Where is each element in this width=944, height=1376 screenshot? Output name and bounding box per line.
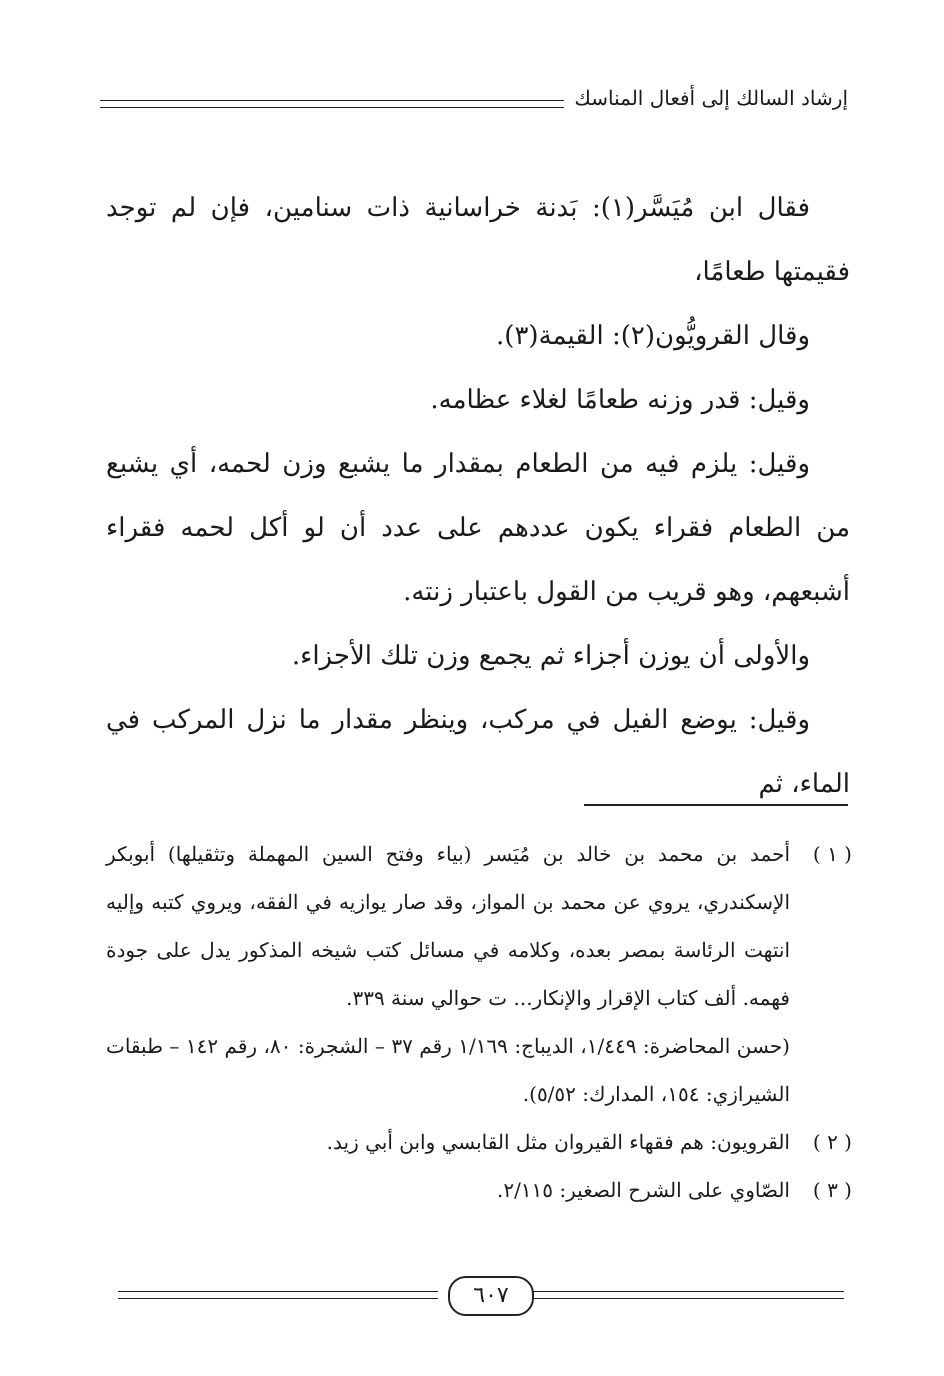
header-title: إرشاد السالك إلى أفعال المناسك bbox=[564, 86, 848, 110]
main-text bbox=[106, 176, 850, 816]
footnote-2 bbox=[106, 1118, 852, 1166]
page-number: ٦٠٧ bbox=[448, 1276, 534, 1316]
paragraph-parts: والأولى أن يوزن أجزاء ثم يجمع وزن تلك الأجزاء. bbox=[291, 641, 810, 671]
footnote-text: أحمد بن محمد بن خالد بن مُيَسر (بياء وفتح السين المهملة وتثقيلها) أبوبكر الإسكندري، يروي عن محمد بن المواز، وقد صار يوازيه في الفقه، ويروي كتبه وإليه انتهت الرئاسة بمصر بعده، وكلامه في مسائل كتب شيخه المذكور يدل على جودة فهمه. ألف كتاب الإقرار والإنكار... ت حوالي سنة ٣٣٩. bbox=[106, 842, 790, 1010]
footnote-separator bbox=[584, 804, 848, 806]
footnote-1 bbox=[106, 830, 852, 1022]
running-header bbox=[100, 84, 848, 120]
footer-rule-right bbox=[524, 1291, 844, 1299]
footnote-text: القرويون: هم فقهاء القيروان مثل القابسي وابن أبي زيد. bbox=[326, 1130, 790, 1154]
footnote-number: ( ١ ) bbox=[812, 842, 852, 866]
paragraph-elephant-boat: وقيل: يوضع الفيل في مركب، وينظر مقدار ما نزل المركب في الماء، ثم bbox=[106, 705, 850, 799]
footer-rule-left bbox=[118, 1291, 438, 1299]
paragraph-ibn-muyassar: فقال ابن مُيَسَّر(١): بَدنة خراسانية ذات سنامين، فإن لم توجد فقيمتها طعامًا، bbox=[106, 193, 850, 287]
paragraph-weight: وقيل: قدر وزنه طعامًا لغلاء عظامه. bbox=[430, 385, 810, 415]
footnote-1-sources: (حسن المحاضرة: ١/٤٤٩، الديباج: ١/١٦٩ رقم ٣٧ – الشجرة: ٨٠، رقم ١٤٢ – طبقات الشيرازي: ١٥٤، المدارك: ٥/٥٢). bbox=[106, 1034, 790, 1106]
page-footer bbox=[118, 1276, 844, 1316]
footnote-number: ( ٢ ) bbox=[812, 1130, 852, 1154]
footnote-3 bbox=[106, 1166, 852, 1214]
paragraph-food-measure: وقيل: يلزم فيه من الطعام بمقدار ما يشبع وزن لحمه، أي يشبع من الطعام فقراء يكون عددهم على عدد أن لو أكل لحمه فقراء أشبعهم، وهو قريب من القول باعتبار زنته. bbox=[106, 449, 850, 607]
footnote-number: ( ٣ ) bbox=[812, 1178, 852, 1202]
footnote-text: الصّاوي على الشرح الصغير: ٢/١١٥. bbox=[496, 1178, 790, 1202]
paragraph-qarawiyyun: وقال القرويُّون(٢): القيمة(٣). bbox=[496, 321, 810, 351]
footnotes bbox=[106, 830, 852, 1214]
header-rule bbox=[100, 100, 578, 108]
